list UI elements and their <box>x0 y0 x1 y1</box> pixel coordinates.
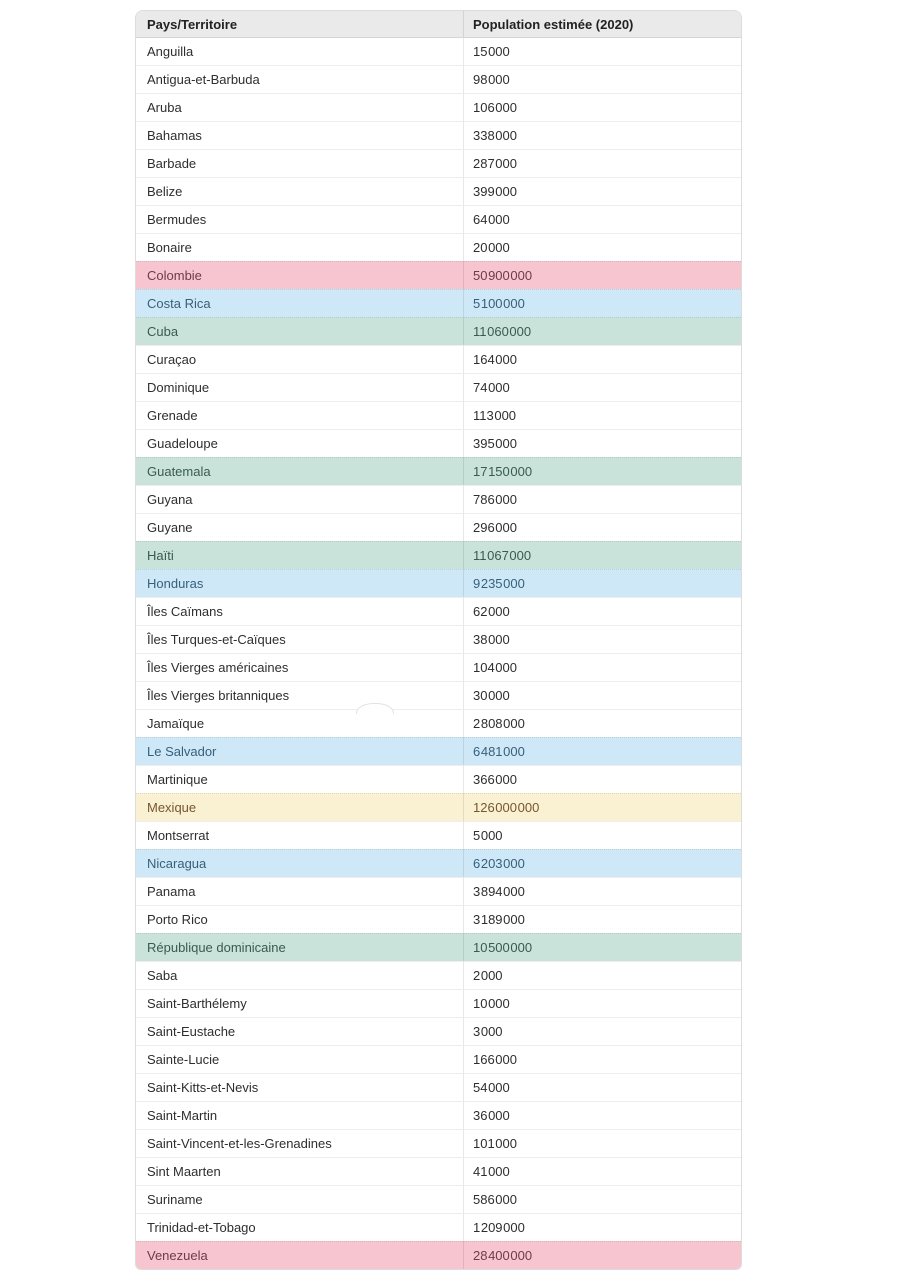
population-cell: 786 000 <box>463 485 741 513</box>
table-row <box>136 1241 741 1269</box>
population-cell: 54 000 <box>463 1073 741 1101</box>
table-row <box>136 93 741 121</box>
table-row <box>136 121 741 149</box>
table-row <box>136 737 741 765</box>
table-body <box>136 38 741 1269</box>
country-cell: Saint-Barthélemy <box>136 989 463 1017</box>
population-cell: 164 000 <box>463 345 741 373</box>
population-cell: 6 481 000 <box>463 737 741 765</box>
country-cell: Saba <box>136 961 463 989</box>
population-cell: 74 000 <box>463 373 741 401</box>
country-cell: Bahamas <box>136 121 463 149</box>
population-cell: 5 100 000 <box>463 289 741 317</box>
population-cell: 28 400 000 <box>463 1241 741 1269</box>
population-cell: 6 203 000 <box>463 849 741 877</box>
population-cell: 1 209 000 <box>463 1213 741 1241</box>
country-cell: Dominique <box>136 373 463 401</box>
table-row <box>136 1129 741 1157</box>
country-cell: Saint-Eustache <box>136 1017 463 1045</box>
country-cell: Antigua-et-Barbuda <box>136 65 463 93</box>
country-cell: Jamaïque <box>136 709 463 737</box>
table-row <box>136 485 741 513</box>
population-cell: 395 000 <box>463 429 741 457</box>
table-row <box>136 1045 741 1073</box>
population-cell: 3 000 <box>463 1017 741 1045</box>
country-cell: Cuba <box>136 317 463 345</box>
table-row <box>136 765 741 793</box>
population-cell: 101 000 <box>463 1129 741 1157</box>
table-row <box>136 233 741 261</box>
table-row <box>136 1017 741 1045</box>
population-cell: 20 000 <box>463 233 741 261</box>
country-cell: Suriname <box>136 1185 463 1213</box>
population-cell: 50 900 000 <box>463 261 741 289</box>
table-row <box>136 597 741 625</box>
table-header <box>136 11 741 38</box>
population-cell: 38 000 <box>463 625 741 653</box>
header-row <box>136 11 741 38</box>
country-cell: Martinique <box>136 765 463 793</box>
table-row <box>136 681 741 709</box>
country-cell: Curaçao <box>136 345 463 373</box>
population-cell: 113 000 <box>463 401 741 429</box>
population-cell: 11 060 000 <box>463 317 741 345</box>
country-cell: Grenade <box>136 401 463 429</box>
table-row <box>136 709 741 737</box>
population-cell: 98 000 <box>463 65 741 93</box>
country-cell: Guadeloupe <box>136 429 463 457</box>
table-row <box>136 177 741 205</box>
country-cell: Îles Caïmans <box>136 597 463 625</box>
table-row <box>136 401 741 429</box>
table-row <box>136 429 741 457</box>
population-cell: 11 067 000 <box>463 541 741 569</box>
population-cell: 399 000 <box>463 177 741 205</box>
population-cell: 3 894 000 <box>463 877 741 905</box>
table-row <box>136 821 741 849</box>
table-row <box>136 793 741 821</box>
country-cell: Bonaire <box>136 233 463 261</box>
country-cell: Sint Maarten <box>136 1157 463 1185</box>
table-row <box>136 877 741 905</box>
population-cell: 366 000 <box>463 765 741 793</box>
population-cell: 3 189 000 <box>463 905 741 933</box>
table-row <box>136 457 741 485</box>
country-cell: Saint-Vincent-et-les-Grenadines <box>136 1129 463 1157</box>
population-cell: 126 000 000 <box>463 793 741 821</box>
table-row <box>136 373 741 401</box>
country-cell: Nicaragua <box>136 849 463 877</box>
table-row <box>136 653 741 681</box>
population-cell: 36 000 <box>463 1101 741 1129</box>
country-cell: Panama <box>136 877 463 905</box>
population-table <box>136 11 741 1269</box>
table-row <box>136 569 741 597</box>
country-cell: Le Salvador <box>136 737 463 765</box>
population-cell: 338 000 <box>463 121 741 149</box>
table-row <box>136 205 741 233</box>
country-cell: Belize <box>136 177 463 205</box>
country-cell: Colombie <box>136 261 463 289</box>
country-cell: Saint-Kitts-et-Nevis <box>136 1073 463 1101</box>
table-row <box>136 345 741 373</box>
table-row <box>136 1101 741 1129</box>
country-cell: Guyana <box>136 485 463 513</box>
table-row <box>136 541 741 569</box>
population-cell: 2 000 <box>463 961 741 989</box>
table-row <box>136 149 741 177</box>
country-cell: Mexique <box>136 793 463 821</box>
country-cell: Saint-Martin <box>136 1101 463 1129</box>
header-country: Pays/Territoire <box>136 11 463 38</box>
population-cell: 287 000 <box>463 149 741 177</box>
table-row <box>136 38 741 65</box>
table-row <box>136 989 741 1017</box>
country-cell: Venezuela <box>136 1241 463 1269</box>
country-cell: Guatemala <box>136 457 463 485</box>
table-row <box>136 905 741 933</box>
country-cell: Barbade <box>136 149 463 177</box>
population-cell: 9 235 000 <box>463 569 741 597</box>
population-cell: 586 000 <box>463 1185 741 1213</box>
population-cell: 2 808 000 <box>463 709 741 737</box>
table-row <box>136 513 741 541</box>
country-cell: Anguilla <box>147 44 194 59</box>
header-population: Population estimée (2020) <box>463 11 741 38</box>
country-cell: Îles Vierges américaines <box>136 653 463 681</box>
population-cell: 296 000 <box>463 513 741 541</box>
population-cell: 166 000 <box>463 1045 741 1073</box>
table-row <box>136 625 741 653</box>
population-cell: 106 000 <box>463 93 741 121</box>
table-row <box>136 65 741 93</box>
country-cell: Montserrat <box>136 821 463 849</box>
country-cell: Trinidad-et-Tobago <box>136 1213 463 1241</box>
population-cell: 10 000 <box>463 989 741 1017</box>
population-cell: 17 150 000 <box>463 457 741 485</box>
population-cell: 64 000 <box>463 205 741 233</box>
population-cell: 104 000 <box>463 653 741 681</box>
country-cell: Guyane <box>136 513 463 541</box>
table-row <box>136 317 741 345</box>
table-row <box>136 961 741 989</box>
country-cell: Bermudes <box>136 205 463 233</box>
table-row <box>136 1157 741 1185</box>
table-row <box>136 289 741 317</box>
table-row <box>136 1213 741 1241</box>
country-cell: Îles Vierges britanniques <box>136 681 463 709</box>
table-row <box>136 1185 741 1213</box>
population-cell: 62 000 <box>463 597 741 625</box>
population-cell: 10 500 000 <box>463 933 741 961</box>
population-cell: 15 000 <box>463 38 741 65</box>
population-cell: 5 000 <box>463 821 741 849</box>
table-row <box>136 849 741 877</box>
population-table-container <box>135 10 742 1270</box>
table-row <box>136 261 741 289</box>
table-row <box>136 933 741 961</box>
country-cell: Costa Rica <box>136 289 463 317</box>
country-cell: République dominicaine <box>136 933 463 961</box>
country-cell: Honduras <box>136 569 463 597</box>
country-cell: Haïti <box>136 541 463 569</box>
country-cell: Porto Rico <box>136 905 463 933</box>
country-cell: Aruba <box>136 93 463 121</box>
population-cell: 30 000 <box>463 681 741 709</box>
table-row <box>136 1073 741 1101</box>
country-cell: Îles Turques-et-Caïques <box>136 625 463 653</box>
country-cell: Sainte-Lucie <box>136 1045 463 1073</box>
population-cell: 41 000 <box>463 1157 741 1185</box>
